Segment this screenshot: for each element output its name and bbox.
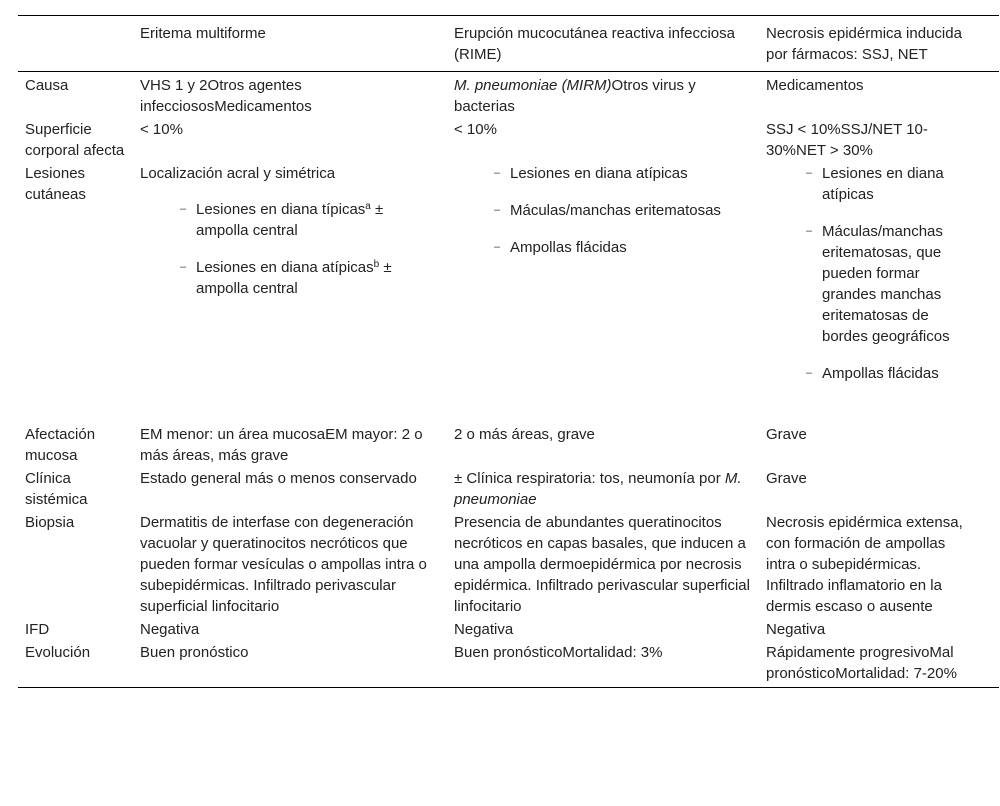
row-label-clinica: Clínica sistémica [25,470,88,508]
dash-bullet: – [494,204,501,216]
cell-evolucion-em: Buen pronóstico [140,644,249,661]
table-row [18,467,999,511]
comparison-table [18,15,999,688]
dash-bullet: – [180,261,187,273]
lesiones-rime-item1: Lesiones en diana atípicas [510,165,688,182]
cell-biopsia-em: Dermatitis de interfase con degeneración vacuolar y queratinocitos necróticos que pueden formar vesículas o ampollas intra o subepidérmicas. Infiltrado perivascular superficial linfocitario [140,514,427,615]
table-row [18,641,999,688]
lesiones-em-item1-suffix: ± ampolla central [196,201,384,239]
cell-lesiones-net [759,162,999,423]
cell-ifd-em: Negativa [140,621,200,638]
cell-evolucion-net: Rápidamente progresivoMal pronósticoMortalidad: 7-20% [766,644,957,682]
dash-bullet: – [806,367,813,379]
row-label-superficie: Superficie corporal afecta [25,121,125,159]
causa-rime-italic: M. pneumoniae (MIRM) [454,77,612,94]
cell-mucosa-em: EM menor: un área mucosaEM mayor: 2 o más áreas, más grave [140,426,423,464]
footnote-marker-a: a [365,201,371,212]
table-header [18,15,999,72]
lesiones-net-item1: Lesiones en diana atípicas [822,165,944,203]
table-row [18,511,999,618]
cell-ifd-rime: Negativa [454,621,514,638]
cell-clinica-rime [447,467,759,511]
lesiones-em-item2-suffix: ± ampolla central [196,259,392,297]
clinica-rime-text: ± Clínica respiratoria: tos, neumonía por [454,470,725,487]
list-item [494,237,759,258]
lesiones-em-item2-text: Lesiones en diana atípicas [196,259,374,276]
cell-clinica-net: Grave [766,470,807,487]
lesiones-em-intro: Localización acral y simétrica [140,165,336,182]
cell-causa-net: Medicamentos [766,77,864,94]
table-row [18,618,999,641]
cell-evolucion-rime: Buen pronósticoMortalidad: 3% [454,644,663,661]
cell-mucosa-net: Grave [766,426,807,443]
list-item [806,363,975,384]
list-item [180,257,447,299]
cell-superficie-rime: < 10% [454,121,497,138]
row-label-ifd: IFD [25,621,50,638]
list-item [806,163,975,205]
list-item [180,199,447,241]
table-row [18,423,999,467]
lesiones-net-item3: Ampollas flácidas [822,365,939,382]
row-label-evolucion: Evolución [25,644,91,661]
header-rime: Erupción mucocutánea reactiva infecciosa (RIME) [454,25,735,63]
causa-rime-rest: Otros virus y bacterias [454,77,696,115]
cell-causa-em: VHS 1 y 2Otros agentes infecciososMedicamentos [140,77,312,115]
table-row [18,72,999,118]
table-row [18,162,999,423]
dash-bullet: – [180,203,187,215]
lesiones-net-list [766,163,975,384]
dash-bullet: – [494,167,501,179]
cell-causa-rime [447,74,759,118]
row-label-biopsia: Biopsia [25,514,75,531]
row-label-causa: Causa [25,77,69,94]
lesiones-em-item1-text: Lesiones en diana típicas [196,201,366,218]
cell-lesiones-em [133,162,447,423]
lesiones-rime-item2: Máculas/manchas eritematosas [510,202,721,219]
list-item [494,163,759,184]
lesiones-em-list [140,199,447,299]
dash-bullet: – [806,167,813,179]
cell-mucosa-rime: 2 o más áreas, grave [454,426,595,443]
list-item [494,200,759,221]
dash-bullet: – [806,225,813,237]
lesiones-rime-item3: Ampollas flácidas [510,239,627,256]
lesiones-net-item2: Máculas/manchas eritematosas, que pueden formar grandes manchas eritematosas de bordes geográficos [822,223,950,345]
header-necrosis-epidermica: Necrosis epidérmica inducida por fármacos: SSJ, NET [766,25,962,63]
list-item [806,221,975,347]
table-row [18,118,999,162]
cell-biopsia-rime: Presencia de abundantes queratinocitos necróticos en capas basales, que inducen a una ampolla dermoepidérmica por necrosis epidérmica. Infiltrado perivascular superficial linfocitario [454,514,750,615]
header-empty-cell [18,23,133,65]
row-label-lesiones: Lesiones cutáneas [25,165,86,203]
cell-biopsia-net: Necrosis epidérmica extensa, con formación de ampollas intra o subepidérmicas. Infiltrado inflamatorio en la dermis escaso o ausente [766,514,963,615]
cell-clinica-em: Estado general más o menos conservado [140,470,417,487]
cell-superficie-net: SSJ < 10%SSJ/NET 10-30%NET > 30% [766,121,928,159]
cell-lesiones-rime [447,162,759,423]
cell-superficie-em: < 10% [140,121,183,138]
header-eritema-multiforme: Eritema multiforme [140,25,266,42]
footnote-marker-b: b [373,259,380,270]
cell-ifd-net: Negativa [766,621,826,638]
clinica-rime-italic: M. pneumoniae [454,470,742,508]
lesiones-rime-list [454,163,759,258]
dash-bullet: – [494,241,501,253]
row-label-mucosa: Afectación mucosa [25,426,96,464]
